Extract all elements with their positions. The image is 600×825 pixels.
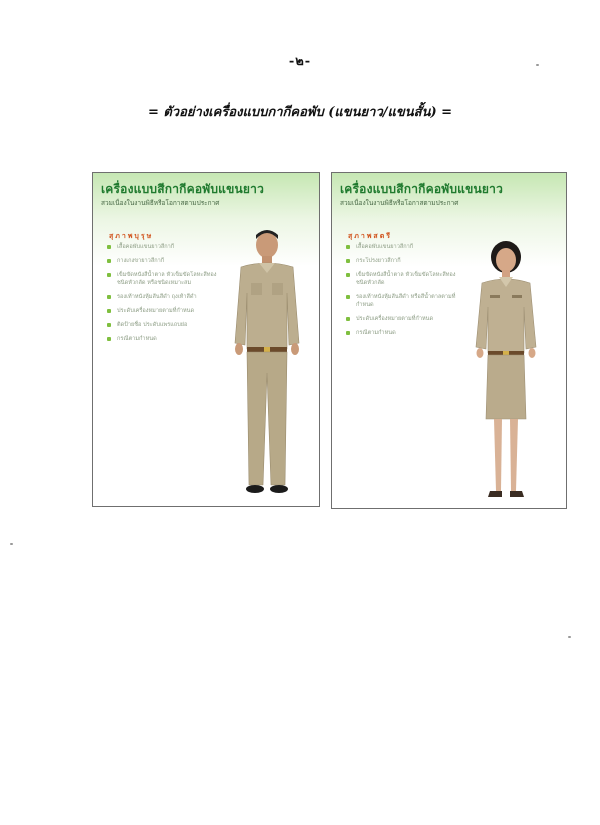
uniform-card-male [92,172,320,507]
bullet-list [346,243,464,343]
list-item: ติดป้ายชื่อ ประดับแพรแถบย่อ [107,321,225,329]
section-label-men: สุภาพบุรุษ [109,232,154,240]
list-item: เข็มขัดหนังสีน้ำตาล หัวเข็มขัดโลหะสีทอง ชนิดหัวกลัด หรือชนิดเหมาะสม [107,271,225,287]
man-uniform-photo [219,223,315,503]
card-title: เครื่องแบบสีกากีคอพับแขนยาว [101,182,265,196]
list-item: รองเท้าหนังหุ้มส้นสีดำ ถุงเท้าสีดำ [107,293,225,301]
list-item: กระโปรงยาวสีกากี [346,257,464,265]
uniform-card-female [331,172,567,509]
page-number: -๒- [288,54,312,69]
scan-speck [568,636,571,638]
list-item: เสื้อคอพับแขนยาวสีกากี [107,243,225,251]
list-item: รองเท้าหนังหุ้มส้นสีดำ หรือสีน้ำตาลตามที่กำหนด [346,293,464,309]
scan-speck [10,543,13,545]
card-title: เครื่องแบบสีกากีคอพับแขนยาว [340,182,504,196]
section-label-women: สุภาพสตรี [348,232,393,240]
list-item: เสื้อคอพับแขนยาวสีกากี [346,243,464,251]
bullet-list [107,243,225,349]
list-item: ประดับเครื่องหมายตามที่กำหนด [346,315,464,323]
list-item: เข็มขัดหนังสีน้ำตาล หัวเข็มขัดโลหะสีทอง ชนิดหัวกลัด [346,271,464,287]
woman-uniform-photo [464,235,548,507]
page-heading: = ตัวอย่างเครื่องแบบกากีคอพับ (แขนยาว/แขนสั้น) = [147,105,453,120]
list-item: ประดับเครื่องหมายตามที่กำหนด [107,307,225,315]
list-item: กางเกงขายาวสีกากี [107,257,225,265]
list-item: กรณีตามกำหนด [346,329,464,337]
scan-speck [536,64,539,66]
list-item: กรณีตามกำหนด [107,335,225,343]
card-subtitle: สวมเนื่องในงานพิธีหรือโอกาสตามประกาศ [340,199,459,207]
card-subtitle: สวมเนื่องในงานพิธีหรือโอกาสตามประกาศ [101,199,220,207]
